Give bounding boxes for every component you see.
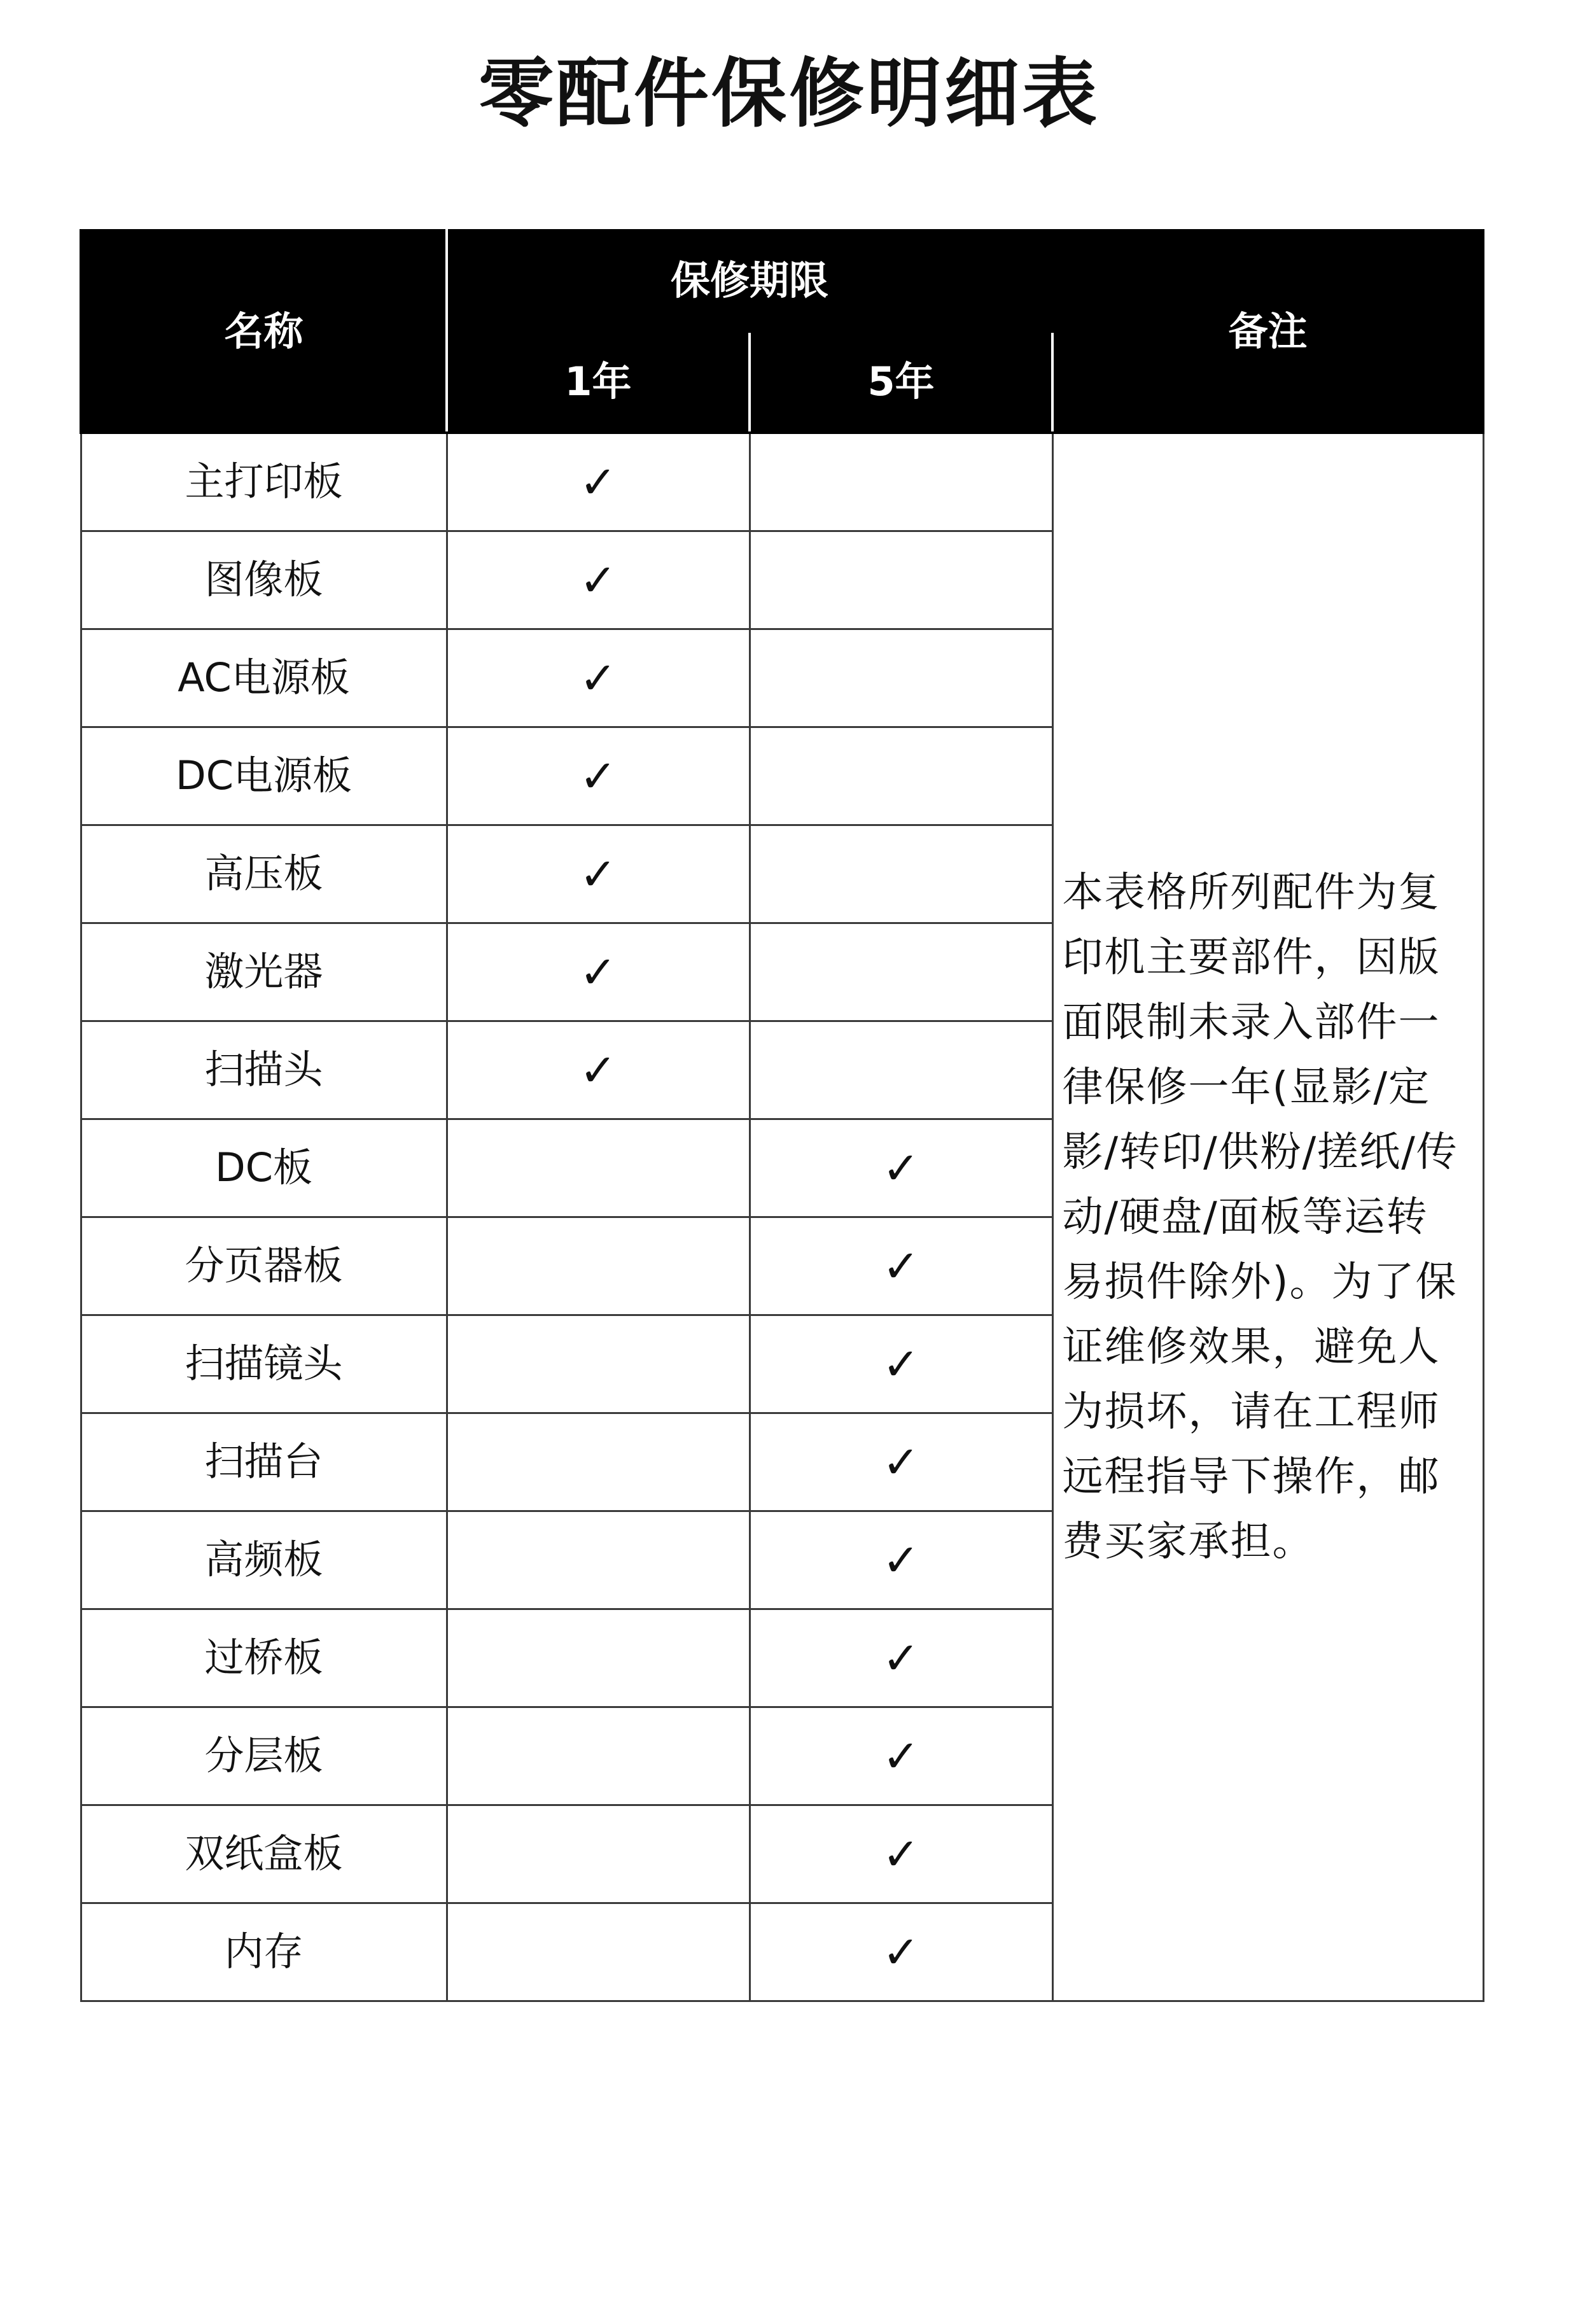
- table-row: [81, 433, 1483, 531]
- year1-check-cell: ✓: [447, 433, 750, 531]
- part-name-cell: 分页器板: [81, 1217, 447, 1315]
- note-cell: 本表格所列配件为复印机主要部件，因版面限制未录入部件一律保修一年(显影/定影/转印/供粉/搓纸/传动/硬盘/面板等运转易损件除外)。为了保证维修效果，避免人为损坏，请在工程师远程指导下操作，邮费买家承担。: [1052, 433, 1483, 2001]
- year1-check-cell: ✓: [447, 531, 750, 629]
- part-name-cell: 过桥板: [81, 1609, 447, 1707]
- year1-check-cell: [447, 1511, 750, 1609]
- header-row: [81, 230, 1483, 332]
- year1-check-cell: [447, 1805, 750, 1903]
- part-name-cell: 激光器: [81, 923, 447, 1021]
- year5-check-cell: ✓: [750, 1413, 1052, 1511]
- year5-check-cell: [750, 825, 1052, 923]
- part-name-cell: 主打印板: [81, 433, 447, 531]
- year1-check-cell: [447, 1413, 750, 1511]
- year1-check-cell: [447, 1119, 750, 1217]
- year1-check-cell: [447, 1903, 750, 2001]
- part-name-cell: 高频板: [81, 1511, 447, 1609]
- part-name-cell: 分层板: [81, 1707, 447, 1805]
- year5-check-cell: [750, 629, 1052, 727]
- header-note: 备注: [1052, 230, 1483, 433]
- year1-check-cell: [447, 1707, 750, 1805]
- page-title: 零配件保修明细表: [478, 50, 1100, 137]
- part-name-cell: AC电源板: [81, 629, 447, 727]
- part-name-cell: 双纸盒板: [81, 1805, 447, 1903]
- part-name-cell: 扫描台: [81, 1413, 447, 1511]
- year1-check-cell: ✓: [447, 629, 750, 727]
- year1-check-cell: ✓: [447, 923, 750, 1021]
- year5-check-cell: ✓: [750, 1609, 1052, 1707]
- table-body: [81, 433, 1483, 2001]
- year5-check-cell: ✓: [750, 1511, 1052, 1609]
- year5-check-cell: ✓: [750, 1805, 1052, 1903]
- year5-check-cell: ✓: [750, 1903, 1052, 2001]
- table-header: [81, 230, 1483, 433]
- year5-check-cell: ✓: [750, 1315, 1052, 1413]
- year1-check-cell: [447, 1315, 750, 1413]
- year1-check-cell: ✓: [447, 1021, 750, 1119]
- part-name-cell: 扫描镜头: [81, 1315, 447, 1413]
- year5-check-cell: ✓: [750, 1707, 1052, 1805]
- part-name-cell: 扫描头: [81, 1021, 447, 1119]
- year5-check-cell: [750, 923, 1052, 1021]
- year1-check-cell: ✓: [447, 825, 750, 923]
- part-name-cell: 高压板: [81, 825, 447, 923]
- year1-check-cell: ✓: [447, 727, 750, 825]
- year5-check-cell: [750, 1021, 1052, 1119]
- header-name: 名称: [81, 230, 447, 433]
- part-name-cell: DC电源板: [81, 727, 447, 825]
- header-year1: 1年: [447, 332, 750, 433]
- year5-check-cell: ✓: [750, 1119, 1052, 1217]
- year1-check-cell: [447, 1217, 750, 1315]
- header-year5: 5年: [750, 332, 1052, 433]
- year5-check-cell: [750, 727, 1052, 825]
- header-period: 保修期限: [447, 230, 1052, 332]
- year1-check-cell: [447, 1609, 750, 1707]
- part-name-cell: DC板: [81, 1119, 447, 1217]
- year5-check-cell: [750, 433, 1052, 531]
- year5-check-cell: ✓: [750, 1217, 1052, 1315]
- part-name-cell: 图像板: [81, 531, 447, 629]
- part-name-cell: 内存: [81, 1903, 447, 2001]
- warranty-table: [80, 229, 1484, 2002]
- year5-check-cell: [750, 531, 1052, 629]
